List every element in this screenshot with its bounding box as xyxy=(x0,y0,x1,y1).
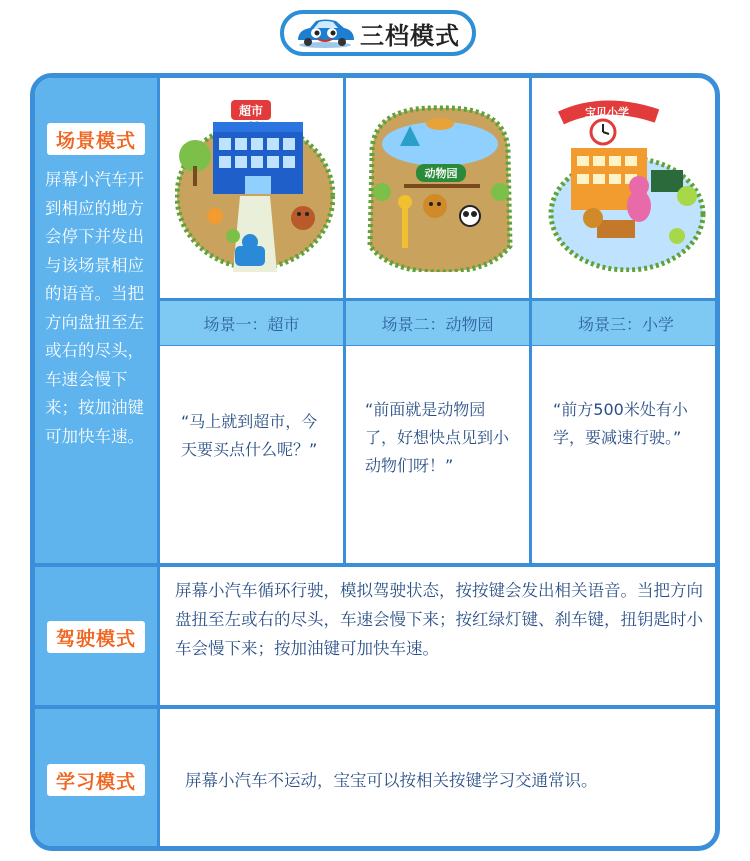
scene-quote-3: “前方500米处有小学，要减速行驶。” xyxy=(553,400,688,447)
scene-quote-2: “前面就是动物园了，好想快点见到小动物们呀！” xyxy=(365,400,510,475)
section-title: 三档模式 xyxy=(360,21,460,50)
scene-caption-2: 场景二：动物园 xyxy=(346,301,529,345)
modes-table xyxy=(30,73,720,851)
scene-quote-1: “马上就到超市，今天要买点什么呢？” xyxy=(181,412,318,459)
scene-caption-3: 场景三：小学 xyxy=(532,301,720,345)
car-icon xyxy=(294,18,356,48)
learn-mode-label: 学习模式 xyxy=(47,764,145,796)
scene-caption-1: 场景一：超市 xyxy=(160,301,343,345)
supermarket-sign: 超市 xyxy=(238,104,264,118)
supermarket-illustration xyxy=(175,96,335,272)
drive-mode-description: 屏幕小汽车循环行驶，模拟驾驶状态，按按键会发出相关语音。当把方向盘扭至左或右的尽头，车速会慢下来；按红绿灯键、刹车键，扭钥匙时小车会慢下来；按加油键可加快车速。 xyxy=(175,581,703,658)
title-pill xyxy=(280,10,476,56)
school-sign: 宝贝小学 xyxy=(585,106,629,119)
scene-mode-label: 场景模式 xyxy=(47,123,145,155)
learn-mode-description: 屏幕小汽车不运动，宝宝可以按相关按键学习交通常识。 xyxy=(185,771,598,790)
zoo-illustration xyxy=(360,96,520,272)
scene-mode-description: 屏幕小汽车开到相应的地方会停下并发出与该场景相应的语音。当把方向盘扭至左或右的尽头，车速会慢下来；按加油键可加快车速。 xyxy=(45,170,144,446)
school-illustration xyxy=(547,96,707,272)
zoo-sign: 动物园 xyxy=(424,167,458,180)
drive-mode-label: 驾驶模式 xyxy=(47,621,145,653)
